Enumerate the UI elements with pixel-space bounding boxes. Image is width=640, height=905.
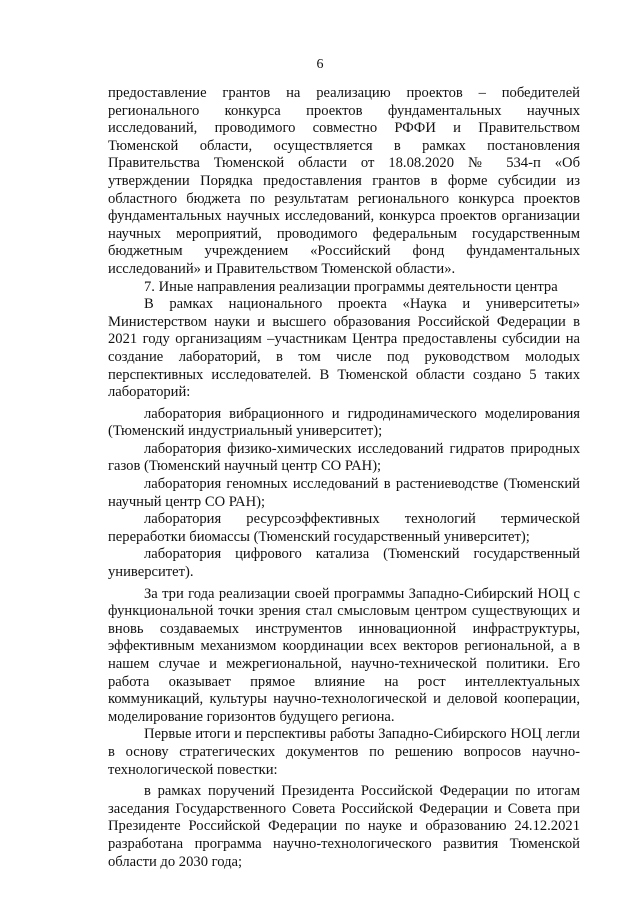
section-heading-7: 7. Иные направления реализации программы деятельности центра: [144, 278, 558, 295]
document-body: [108, 85, 580, 871]
list-item-lab-hydrates: лаборатория физико-химических исследований гидратов природных газов (Тюменский научный центр СО РАН);: [108, 440, 580, 475]
paragraph-first-results: Первые итоги и перспективы работы Западно-Сибирского НОЦ легли в основу стратегических документов по решению вопросов научно-технологической повестки:: [108, 726, 580, 778]
page-number: 6: [316, 57, 324, 72]
list-item-lab-biomass: лаборатория ресурсоэффективных технологий термической переработки биомассы (Тюменский государственный университет);: [108, 511, 580, 545]
paragraph-grants: предоставление грантов на реализацию проектов – победителей регионального конкурса проектов фундаментальных научных исследований, проводимого совместно РФФИ и Правительством Тюменской области, осуществляется в рамках постановления Правительства Тюменской области от 18.08.2020 № 534-п «Об утверждении Порядка предоставления грантов в форме субсидии из областного бюджета по результатам регионального конкурса проектов фундаментальных научных исследований, конкурса проектов организации научных мероприятий, проводимого федеральным государственным бюджетным учреждением «Российский фонд фундаментальных исследований» и Правительством Тюменской области».: [108, 85, 580, 277]
paragraph-three-years: За три года реализации своей программы Западно-Сибирский НОЦ с функциональной точки зрения стал смысловым центром существующих и вновь создаваемых инструментов инновационной инфраструктуры, эффективным механизмом координации всех векторов региональной, а в нашем случае и межрегиональной, научно-технической политики. Его работа оказывает прямое влияние на рост интеллектуальных коммуникаций, культуры научно-технологической и деловой кооперации, моделирование горизонтов будущего региона.: [108, 585, 580, 725]
paragraph-national-project: В рамках национального проекта «Наука и университеты» Министерством науки и высшего образования Российской Федерации в 2021 году организациям –участникам Центра предоставлены субсидии на создание лабораторий, в том числе под руководством молодых перспективных исследователей. В Тюменской области создано 5 таких лабораторий:: [108, 296, 580, 401]
list-item-lab-vibration: лаборатория вибрационного и гидродинамического моделирования (Тюменский индустриальный университет);: [108, 405, 580, 440]
list-item-lab-genomics: лаборатория геномных исследований в растениеводстве (Тюменский научный центр СО РАН);: [108, 476, 580, 510]
paragraph-president-instructions: в рамках поручений Президента Российской Федерации по итогам заседания Государственного Совета Российской Федерации и Совета при Президенте Российской Федерации по науке и образованию 24.12.2021 разработана программа научно-технологического развития Тюменской области до 2030 года;: [108, 783, 580, 870]
list-item-lab-catalysis: лаборатория цифрового катализа (Тюменский государственный университет).: [108, 546, 580, 581]
